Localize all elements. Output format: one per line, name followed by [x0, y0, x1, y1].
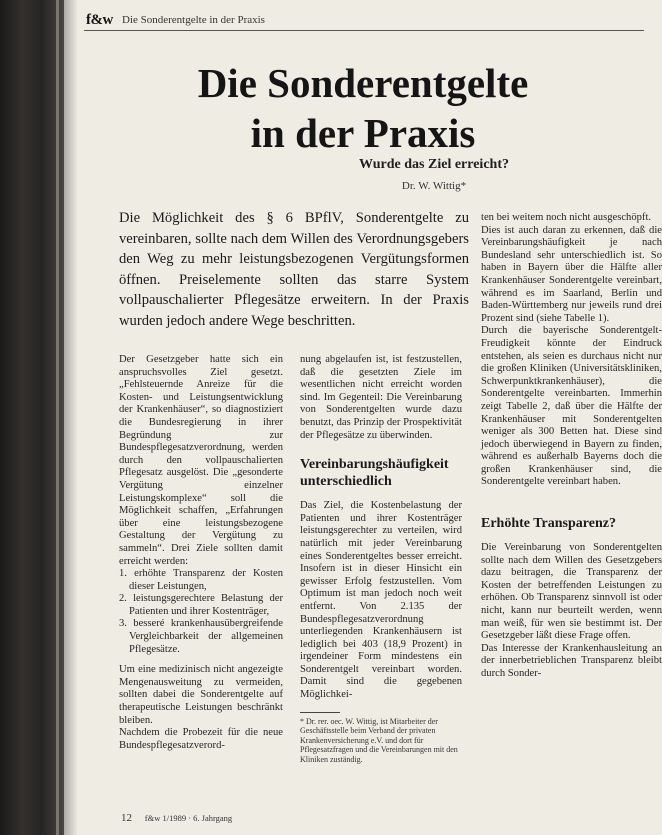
page-number: 12 [121, 812, 132, 824]
col3-paragraph-2: Dies ist auch daran zu erkennen, daß die Vereinbarungshäufigkeit je nach Bundesland sehr unterschiedlich ist. So haben in Bayern über die Hälfte aller Krankenhäuser Sonderentgelte vereinbart, während es im Saarland, Berlin und Baden-Württemberg nur jeweils rund drei Prozent sind (siehe Tabelle 1). [481, 224, 662, 324]
running-header [84, 12, 644, 32]
header-rule [84, 30, 644, 31]
col3-paragraph-3: Durch die bayerische Sonderentgelt-Freudigkeit könnte der Eindruck entstehen, als seien es durchaus nicht nur die großen Kliniken (Universitätskliniken, Schwerpunktkrankenhäuser), die Sonderentgelte vereinbarten. Immerhin zeigt Tabelle 2, daß über die Hälfte der Krankenhäuser mit Sonderentgelten weniger als 300 Betten hat. Diese sind jedoch überwiegend in Bayern zu finden, während es außerhalb Bayerns doch die großen Krankenhäuser sind, die Sonderentgelte vereinbart haben. [481, 325, 662, 488]
book-binding-edge [56, 0, 59, 835]
magazine-page [64, 0, 662, 835]
col3-paragraph-5: Das Interesse der Krankenhausleitung an der innerbetrieblichen Transparenz bleibt durch Sonder- [481, 642, 662, 679]
section-heading-vereinbarung: Vereinbarungshäufigkeit unterschiedlich [300, 457, 449, 490]
col3-paragraph-4: Die Vereinbarung von Sonderentgelten sollte nach dem Willen des Gesetzgebers dazu beitragen, die Transparenz der Kosten der betreffenden Leistungen zu erhöhen. Ob Transparenz sinnvoll ist oder nicht, kann nur beurteilt werden, wenn man weiß, für wen sie bestimmt ist. Der Gesetzgeber läßt diese Frage offen. [481, 542, 662, 642]
running-title: Die Sonderentgelte in der Praxis [122, 14, 265, 26]
title-line-1: Die Sonderentgelte [197, 60, 529, 106]
article-title [64, 58, 662, 158]
article-author: Dr. W. Wittig* [401, 180, 467, 192]
magazine-logo: f&w [86, 12, 113, 28]
section-heading-transparenz: Erhöhte Transparenz? [481, 516, 616, 532]
book-spine [0, 0, 64, 835]
col1-paragraph-3: Nachdem die Probezeit für die neue Bundespflegesatzverord- [119, 727, 283, 751]
col2-paragraph-2: Das Ziel, die Kostenbelastung der Patienten und ihrer Kostenträger leistungsgerechter zu verteilen, wird natürlich mit jeder Vereinbarung eines Sonderentgeltes besser erreicht. Insofern ist in dieser Hinsicht ein gewisser Erfolg festzustellen. Vom Optimum ist man jedoch noch weit entfernt. Von 2.135 der Bundespflegesatzverordnung unterliegenden Krankenhäusern ist lediglich bei 403 (18,9 Prozent) in irgendeiner Form mindestens ein Sonderentgelt vereinbart worden. Damit sind die gegebenen Möglichkei- [300, 500, 462, 701]
col2-paragraph-1: nung abgelaufen ist, ist festzustellen, daß die gesetzten Ziele im wesentlichen nicht erreicht worden sind. Im Gegenteil: Die Vereinbarung von Sonderentgelten wurde dazu benutzt, das Prinzip der Prospektivität der Pflegesätze zu überwinden. [300, 354, 462, 441]
article-subtitle: Wurde das Ziel erreicht? [359, 157, 509, 172]
col1-paragraph-1: Der Gesetzgeber hatte sich ein anspruchsvolles Ziel gesetzt. „Fehlsteuernde Anreize für die Kosten- und Leistungsentwicklung der Krankenhäuser“, so diagnostiziert die Bundesregierung in ihrer Begründung zur Bundespflegesatzverordnung, werden durch den vollpauschalierten Pflegesatz ausgelöst. Die „gesonderte Vergütung einzelner Leistungskomplexe“ soll die Möglichkeit schaffen, „Erfahrungen über eine leistungsbezogene Gestaltung der Vergütung zu sammeln“. Drei Ziele sollten damit erreicht werden: [119, 354, 283, 567]
goal-list [119, 568, 283, 656]
footer-source: f&w 1/1989 · 6. Jahrgang [144, 813, 233, 823]
title-line-2: in der Praxis [250, 110, 476, 156]
col1-paragraph-2: Um eine medizinisch nicht angezeigte Mengenausweitung zu vermeiden, sollten dabei die Sonderentgelte auf therapeutische Leistungen beschränkt bleiben. [119, 664, 283, 726]
column-2 [300, 354, 462, 764]
column-3 [481, 212, 662, 681]
goal-list-item-1: 1. erhöhte Transparenz der Kosten dieser Leistungen, [119, 568, 283, 592]
col3-paragraph-1: ten bei weitem noch nicht ausgeschöpft. [481, 212, 652, 223]
goal-list-item-2: 2. leistungsgerechtere Belastung der Patienten und ihrer Kostenträger, [119, 593, 283, 617]
column-1 [119, 354, 283, 752]
footnote-rule [300, 712, 340, 713]
author-footnote: * Dr. rer. oec. W. Wittig, ist Mitarbeiter der Geschäftsstelle beim Verband der privaten Krankenversicherung e.V. und dort für Pflegesatzfragen und die Vereinbarungen mit den Kliniken zuständig. [300, 716, 458, 764]
lead-paragraph: Die Möglichkeit des § 6 BPflV, Sonderentgelte zu vereinbaren, sollte nach dem Willen des Verordnungsgebers den Weg zu mehr leistungsbezogenen Vergütungsformen öffnen. Preiselemente sollten das starre System vollpauschalierter Pflegesätze erweitern. In der Praxis wurden jedoch andere Wege beschritten. [119, 210, 469, 329]
goal-list-item-3: 3. besseré krankenhausübergreifende Vergleichbarkeit der allgemeinen Pflegesätze. [119, 618, 283, 655]
page-footer [121, 812, 232, 824]
